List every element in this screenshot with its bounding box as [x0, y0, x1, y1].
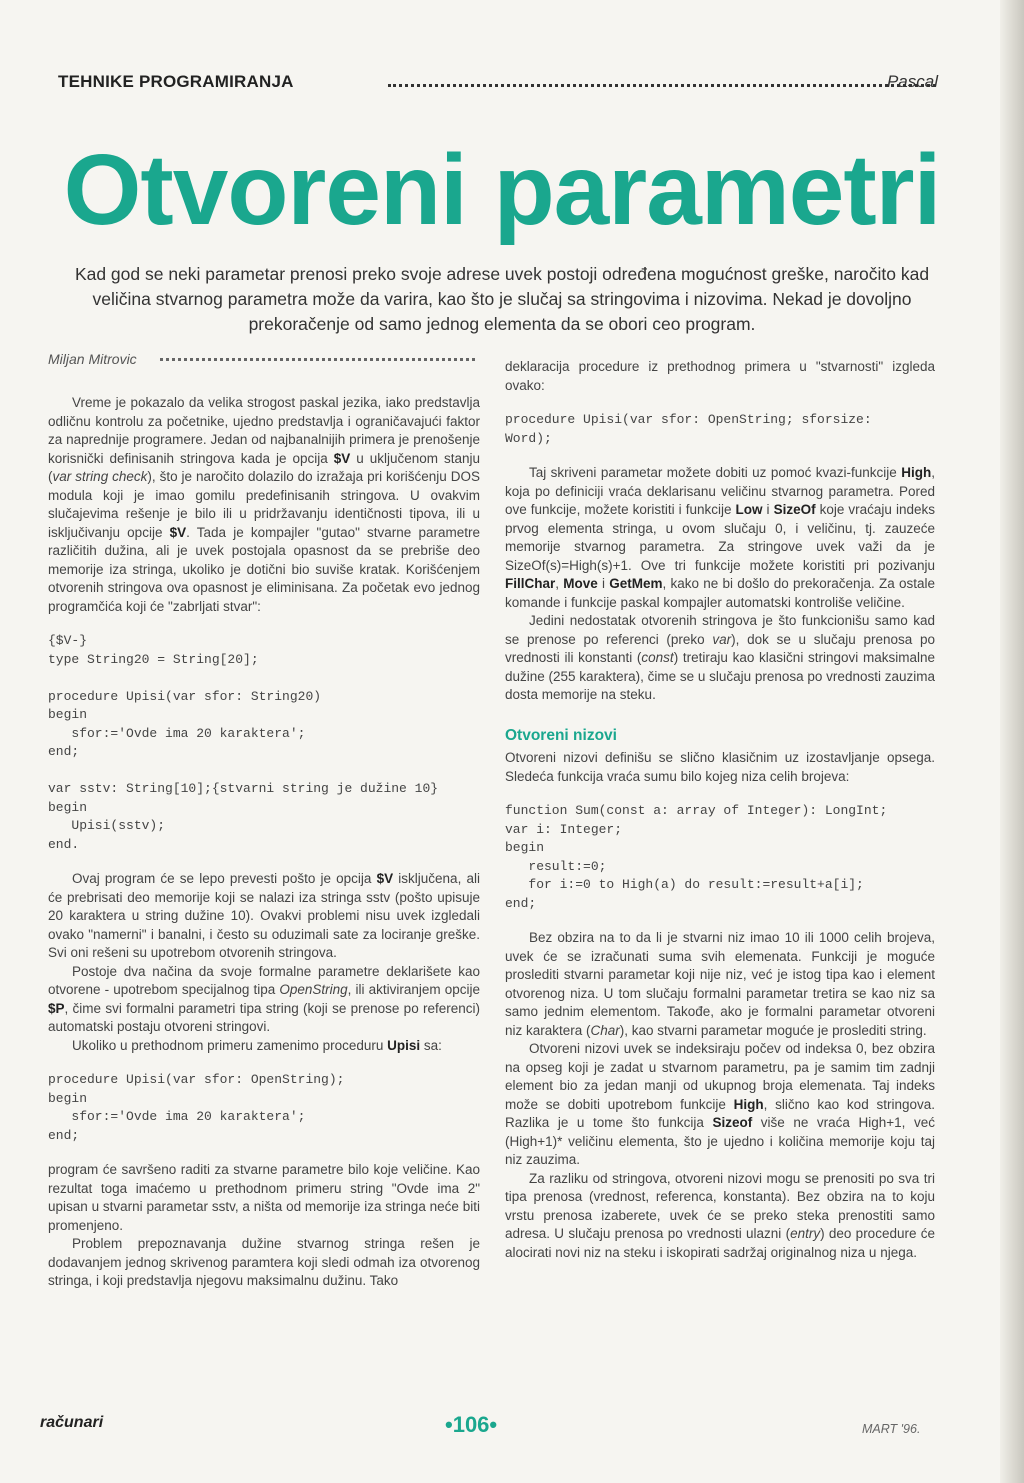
- text: ), kao stvarni parametar moguće je proslediti string.: [619, 1022, 927, 1038]
- text: . Tada je kompajler "gutao" stvarne parametre različitih dužina, ali je uvek postojala opasnost da se prebriše deo memorije iza stringa, ukoliko je dotični bio suviše kratak. Korišćenjem otvorenih stringova ova opasnost je eliminisana. Za početak evo jednog programčića koji će "zabrljati stvar":: [48, 524, 480, 614]
- code-listing: function Sum(const a: array of Integer): LongInt; var i: Integer; begin result:=0; for i:=0 to High(a) do result:=result+a[i]; end;: [505, 803, 888, 911]
- article-title: Otvoreni parametri: [63, 134, 941, 246]
- text: Bez obzira na to da li je stvarni niz imao 10 ili 1000 celih brojeva, uvek će se izračunati suma svih elemenata. Funkciji je moguće proslediti stvarni parametar koji nije niz, već je istog tipa kao i element otvorenog niza. U tom slučaju formalni parametar tretira se kao niz sa samo jednim elementom. Takođe, ako je formalni parametar otvoreni niz karaktera (: [505, 930, 935, 1038]
- section-subheading: Otvoreni nizovi: [505, 726, 617, 744]
- text: u uključenom stanju (: [48, 450, 480, 484]
- paragraph: [48, 394, 480, 616]
- author-dot-leader: [160, 358, 475, 361]
- paragraph: [48, 963, 480, 1037]
- right-column: [505, 358, 935, 1262]
- text: Ukoliko u prethodnom primeru zamenimo proceduru: [72, 1037, 388, 1053]
- bold-text: Low: [735, 502, 763, 517]
- author-line: [48, 350, 480, 372]
- text: ,: [555, 576, 564, 591]
- italic-text: const: [641, 650, 674, 665]
- article-lead: Kad god se neki parametar prenosi preko svoje adrese uvek postoji određena mogućnost greške, naročito kad veličina stvarnog parametra može da varira, kao što je slučaj sa stringovima i nizovima. Nekad je dovoljno prekoračenje od samo jednog elementa da se obori ceo program.: [74, 264, 930, 334]
- paragraph: [505, 612, 935, 705]
- paragraph: [505, 464, 935, 612]
- text: Vreme je pokazalo da velika strogost paskal jezika, iako predstavlja odličnu kontrolu za početnike, ujedno predstavlja i ograničavajući faktor za naprednije programere. Jedan od najbanalnijih primera je prenošenje korisnički definisanih stringova kada je opcija: [48, 395, 480, 466]
- code-listing: {$V-} type String20 = String[20]; procedure Upisi(var sfor: String20) begin sfor:='Ovde ima 20 karaktera'; end; var sstv: String[10];{stvarni string je dužine 10} begin Upisi(sstv); end.: [48, 633, 439, 852]
- text: i: [762, 502, 774, 517]
- paragraph: [505, 1170, 935, 1263]
- bold-text: FillChar: [505, 576, 556, 591]
- italic-text: var string check: [52, 469, 148, 484]
- code-listing: procedure Upisi(var sfor: OpenString); begin sfor:='Ovde ima 20 karaktera'; end;: [48, 1072, 345, 1143]
- text: , slično kao kod stringova. Razlika je u tome što funkcija: [505, 1096, 935, 1130]
- paragraph: Problem prepoznavanja dužine stvarnog stringa rešen je dodavanjem jednog skrivenog paramtera koji sledi odmah iza otvorenog stringa, i koji predstavlja njegovu maksimalnu dužinu. Tako: [48, 1236, 480, 1288]
- text: Taj skriveni parametar možete dobiti uz pomoć kvazi-funkcije: [529, 465, 902, 480]
- bold-text: $V: [169, 524, 187, 540]
- bold-text: Move: [563, 576, 598, 591]
- bold-text: $V: [333, 450, 351, 466]
- text: , ili aktiviranjem opcije: [347, 982, 481, 997]
- page-number: •106•: [445, 1412, 498, 1437]
- author-name: Miljan Mitrovic: [48, 351, 137, 367]
- bold-text: $V: [376, 871, 394, 886]
- paragraph: [505, 929, 935, 1040]
- magazine-name: računari: [40, 1414, 104, 1431]
- bold-text: High: [733, 1096, 764, 1112]
- text: ) deo procedure će alocirati novi niz na steku i iskopirati sadržaj originalnog niza u njega.: [505, 1226, 936, 1260]
- italic-text: var: [712, 631, 732, 647]
- text: koje vraćaju indeks prvog elementa stringa, u ovom slučaju 0, i veličinu, tj. zauzeće memorije stvarnog parametra. Za stringove uvek važi da je SizeOf(s)=High(s)+1. Ove tri funkcije možete koristiti pri pozivanju: [505, 502, 935, 573]
- text: , kako ne bi došlo do prekoračenja. Za ostale komande i funkcije paskal kompajler automatski kontroliše veličine.: [505, 576, 935, 610]
- text: Za razliku od stringova, otvoreni nizovi mogu se prenositi po sva tri tipa prenosa (vrednost, referenca, konstanta). Bez obzira na to koju vrstu prenosa izaberete, uvek će se preko steka prenostiti samo adresa. U slučaju prenosa po vrednosti ulazni (: [505, 1170, 935, 1241]
- bold-text: Upisi: [387, 1037, 421, 1053]
- bold-text: GetMem: [609, 576, 663, 591]
- italic-text: OpenString: [279, 982, 348, 997]
- topic-name: Pascal: [886, 72, 938, 91]
- text: ), dok se u slučaju prenosa po vrednosti ili konstanti (: [505, 631, 935, 665]
- text: Ovaj program će se lepo prevesti pošto je opcija: [72, 871, 377, 886]
- page-header: [58, 72, 958, 98]
- paragraph: Otvoreni nizovi definišu se slično klasičnim uz izostavljanje opsega. Sledeća funkcija vraća sumu bilo kojeg niza celih brojeva:: [505, 750, 935, 784]
- text: ), što je naročito dolazilo do izražaja pri korišćenju DOS modula koji je imao gomilu predefinisanih stringova. U ovakvim slučajevima rešenje je bilo ili u pridržavanju identičnosti tipova, ili u isključivanju opcije: [48, 469, 480, 540]
- italic-text: Char: [590, 1022, 620, 1038]
- text: sa:: [420, 1037, 442, 1053]
- paragraph: [48, 1037, 480, 1056]
- section-name: TEHNIKE PROGRAMIRANJA: [58, 72, 294, 91]
- text: , koja po definiciji vraća deklarisanu veličinu stvarnog parametra. Pored ove funkcije, možete koristiti i funkcije: [505, 465, 935, 517]
- text: Postoje dva načina da svoje formalne parametre deklarišete kao otvorene - upotrebom specijalnog tipa: [48, 963, 480, 997]
- text: isključena, ali će prebrisati deo memorije koji se nalazi iza stringa sstv (pošto upisuje 20 karaktera u string dužine 10). Ovakvi problemi nisu uvek izgledali ovako "namerni" i banalni, i često su oduzimali sate za lociranje greške. Svi oni rešeni su upotrebom otvorenih stringova.: [48, 871, 480, 960]
- paragraph: deklaracija procedure iz prethodnog primera u "stvarnosti" izgleda ovako:: [505, 359, 935, 393]
- text: i: [597, 576, 610, 591]
- code-listing: procedure Upisi(var sfor: OpenString; sforsize: Word);: [505, 412, 872, 446]
- bold-text: $P: [48, 1000, 65, 1016]
- paragraph: [48, 870, 480, 963]
- italic-text: entry: [790, 1226, 821, 1241]
- text: Otvoreni nizovi uvek se indeksiraju počev od indeksa 0, bez obzira na opseg koji je zadat u stvarnom parametru, pa je samim tim zadnji element bio za jedan manji od ukupnog broja elemenata. Taj indeks može se dobiti upotrebom funkcije: [505, 1041, 935, 1112]
- paragraph: program će savršeno raditi za stvarne parametre bilo koje veličine. Kao rezultat toga imaćemo u prethodnom primeru string "Ovde ima 2" upisan u stvarni parametar sstv, a ništa od memorije iza stringa neće biti promenjeno.: [48, 1162, 480, 1233]
- paragraph: [505, 1040, 935, 1170]
- text: , čime svi formalni parametri tipa string (koji se prenose po referenci) automatski postaju otvoreni stringovi.: [48, 1000, 480, 1034]
- bold-text: High: [901, 465, 932, 480]
- bold-text: Sizeof: [712, 1115, 753, 1130]
- text: više ne vraća High+1, već (High+1)* veličinu elementa, što je ujedno i količina memorije koju taj niz zauzima.: [505, 1115, 935, 1167]
- header-dot-leader: [388, 82, 936, 87]
- text: ) tretiraju kao klasični stringovi maksimalne dužine (255 karaktera), čime se u slučaju prenosa po vrednosti zauzima dosta memorije na steku.: [505, 650, 935, 702]
- text: Jedini nedostatak otvorenih stringova je što funkcionišu samo kad se prenose po referenci (preko: [505, 613, 935, 647]
- issue-date: MART '96.: [862, 1422, 921, 1436]
- bold-text: SizeOf: [773, 502, 816, 517]
- left-column: [48, 350, 480, 1291]
